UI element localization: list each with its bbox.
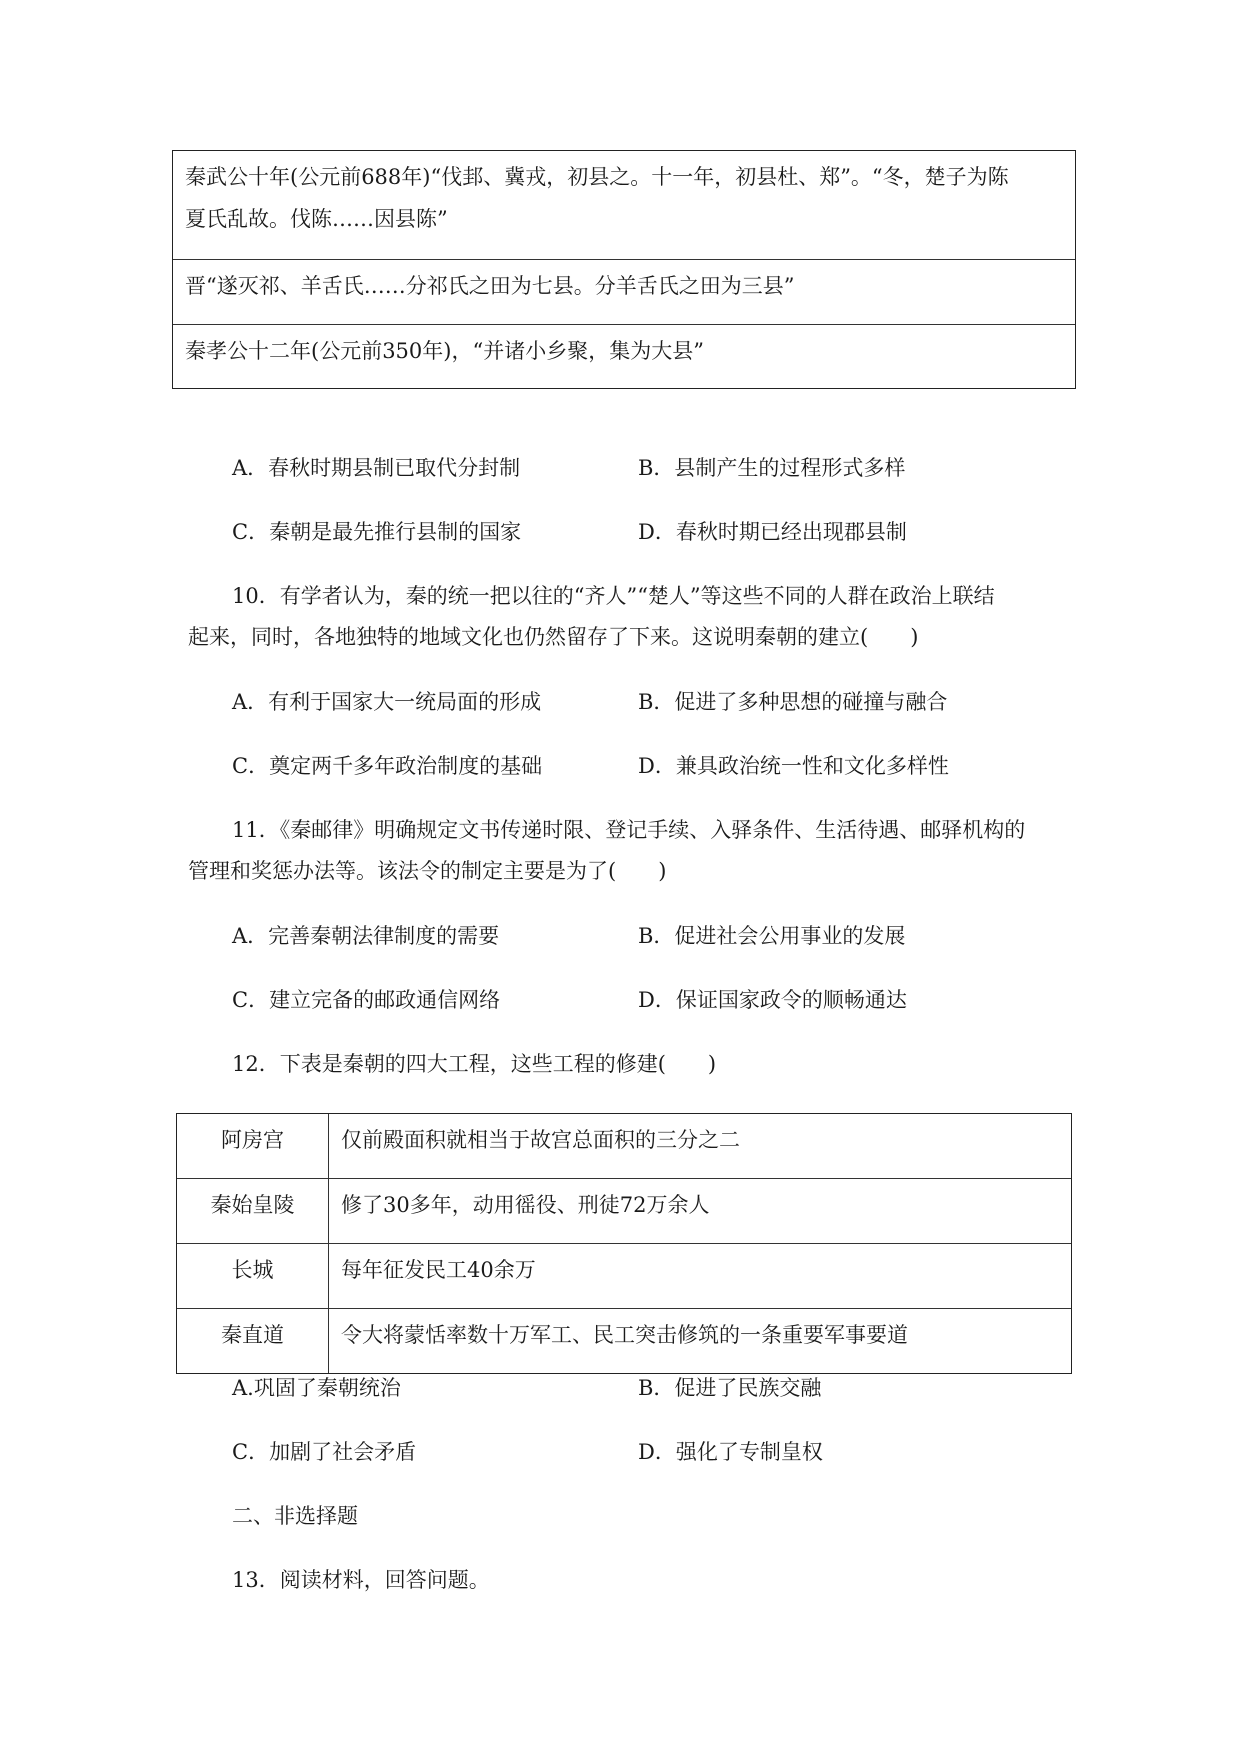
table-row	[177, 1178, 1071, 1243]
q11-option-d[interactable]: D．保证国家政令的顺畅通达	[638, 988, 907, 1012]
q10-option-a[interactable]: A．有利于国家大一统局面的形成	[232, 690, 542, 714]
q12-option-c[interactable]: C．加剧了社会矛盾	[232, 1440, 417, 1464]
q9-option-c[interactable]: C．秦朝是最先推行县制的国家	[232, 520, 522, 544]
table-row	[177, 1243, 1071, 1308]
q11-option-c[interactable]: C．建立完备的邮政通信网络	[232, 988, 501, 1012]
q12-option-b[interactable]: B．促进了民族交融	[638, 1376, 822, 1400]
source-text: 晋“遂灭祁、羊舌氏……分祁氏之田为七县。分羊舌氏之田为三县”	[185, 274, 795, 298]
q12-option-a[interactable]: A.巩固了秦朝统治	[232, 1376, 401, 1400]
section-title: 二、非选择题	[232, 1504, 358, 1528]
source-text: 夏氏乱故。伐陈……因县陈”	[185, 207, 448, 231]
q10-option-d[interactable]: D．兼具政治统一性和文化多样性	[638, 754, 949, 778]
q11-stem-line1: 11．《秦邮律》明确规定文书传递时限、登记手续、入驿条件、生活待遇、邮驿机构的	[232, 818, 1026, 842]
projects-table	[176, 1113, 1072, 1374]
table-row	[177, 1308, 1071, 1373]
project-desc: 每年征发民工40余万	[341, 1258, 536, 1282]
project-desc: 仅前殿面积就相当于故宫总面积的三分之二	[341, 1128, 740, 1152]
q10-option-b[interactable]: B．促进了多种思想的碰撞与融合	[638, 690, 948, 714]
q12-option-d[interactable]: D．强化了专制皇权	[638, 1440, 823, 1464]
source-text: 秦武公十年(公元前688年)“伐邽、冀戎，初县之。十一年，初县杜、郑”。“冬，楚子为陈	[185, 165, 1009, 189]
source-row	[173, 324, 1075, 388]
project-name: 秦始皇陵	[177, 1179, 329, 1243]
source-material-table	[172, 150, 1076, 389]
q11-stem-line2: 管理和奖惩办法等。该法令的制定主要是为了( )	[188, 859, 667, 883]
q10-stem-line1: 10．有学者认为，秦的统一把以往的“齐人”“楚人”等这些不同的人群在政治上联结	[232, 584, 995, 608]
project-name: 阿房宫	[177, 1114, 329, 1178]
source-row	[173, 259, 1075, 324]
project-name: 秦直道	[177, 1309, 329, 1373]
q9-option-b[interactable]: B．县制产生的过程形式多样	[638, 456, 906, 480]
q13-stem: 13．阅读材料，回答问题。	[232, 1568, 490, 1592]
project-name: 长城	[177, 1244, 329, 1308]
q9-option-d[interactable]: D．春秋时期已经出现郡县制	[638, 520, 907, 544]
q9-option-a[interactable]: A．春秋时期县制已取代分封制	[232, 456, 521, 480]
project-desc: 修了30多年，动用徭役、刑徒72万余人	[341, 1193, 710, 1217]
project-desc: 令大将蒙恬率数十万军工、民工突击修筑的一条重要军事要道	[341, 1323, 908, 1347]
source-text: 秦孝公十二年(公元前350年)，“并诸小乡聚，集为大县”	[185, 339, 704, 363]
q11-option-b[interactable]: B．促进社会公用事业的发展	[638, 924, 906, 948]
q10-option-c[interactable]: C．奠定两千多年政治制度的基础	[232, 754, 543, 778]
q12-stem: 12．下表是秦朝的四大工程，这些工程的修建( )	[232, 1052, 717, 1076]
source-row	[173, 151, 1075, 259]
table-row	[177, 1114, 1071, 1178]
q11-option-a[interactable]: A．完善秦朝法律制度的需要	[232, 924, 500, 948]
q10-stem-line2: 起来，同时，各地独特的地域文化也仍然留存了下来。这说明秦朝的建立( )	[188, 625, 919, 649]
